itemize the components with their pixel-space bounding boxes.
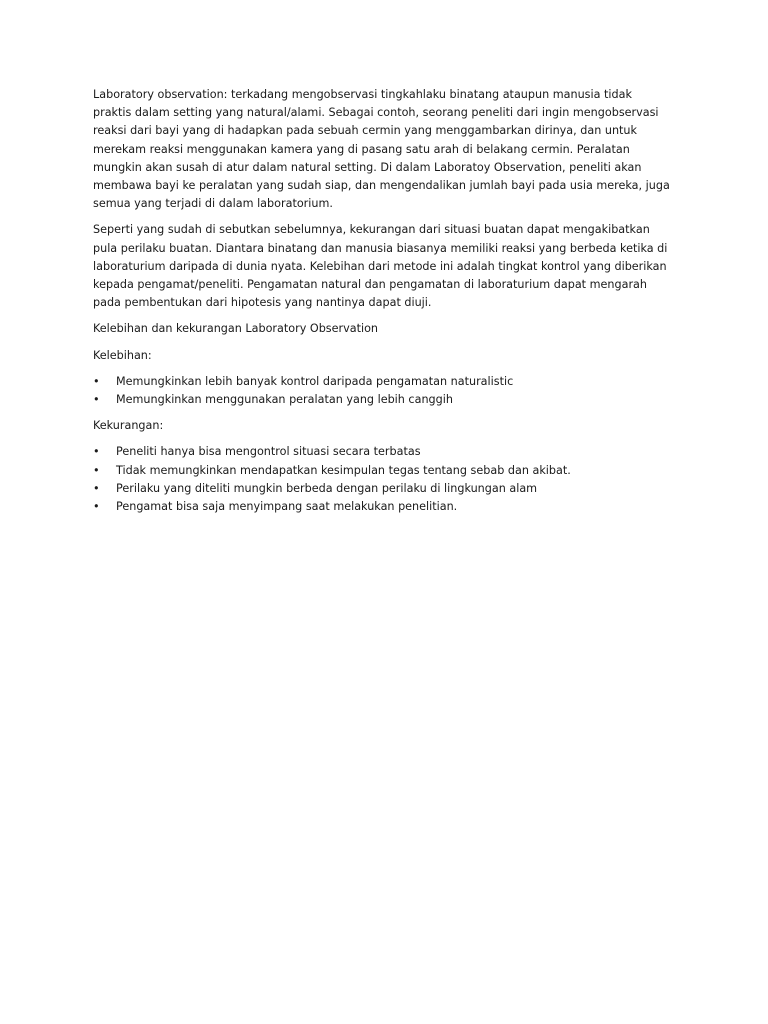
- list-item-text: Peneliti hanya bisa mengontrol situasi secara terbatas: [116, 445, 421, 459]
- paragraph-intro: Laboratory observation: terkadang mengobservasi tingkahlaku binatang ataupun manusia tidak praktis dalam setting yang natural/alami. Sebagai contoh, seorang peneliti dari ingin mengobservasi reaksi dari bayi yang di hadapkan pada sebuah cermin yang menggambarkan dirinya, dan untuk merekam reaksi menggunakan kamera yang di pasang satu arah di belakang cermin. Peralatan mungkin akan susah di atur dalam natural setting. Di dalam Laboratoy Observation, peneliti akan membawa bayi ke peralatan yang sudah siap, dan mengendalikan jumlah bayi pada usia mereka, juga semua yang terjadi di dalam laboratorium.: [93, 88, 670, 211]
- bullet-icon: •: [93, 445, 100, 459]
- list-item: [93, 462, 673, 480]
- list-item: [93, 373, 673, 391]
- paragraph-drawbacks: Seperti yang sudah di sebutkan sebelumnya, kekurangan dari situasi buatan dapat mengakibatkan pula perilaku buatan. Diantara binatang dan manusia biasanya memiliki reaksi yang berbeda ketika di laboraturium daripada di dunia nyata. Kelebihan dari metode ini adalah tingkat kontrol yang diberikan kepada pengamat/peneliti. Pengamatan natural dan pengamatan di laboraturium dapat mengarah pada pembentukan dari hipotesis yang nantinya dapat diuji.: [93, 223, 668, 310]
- list-item-text: Memungkinkan lebih banyak kontrol daripada pengamatan naturalistic: [116, 374, 514, 388]
- disadvantages-heading: Kekurangan:: [93, 419, 164, 433]
- disadvantages-list: [93, 443, 673, 516]
- list-item-text: Memungkinkan menggunakan peralatan yang lebih canggih: [116, 393, 453, 407]
- advantages-heading: Kelebihan:: [93, 348, 152, 362]
- list-item-text: Tidak memungkinkan mendapatkan kesimpulan tegas tentang sebab dan akibat.: [116, 463, 571, 477]
- section-title: Kelebihan dan kekurangan Laboratory Observation: [93, 322, 379, 336]
- list-item-text: Pengamat bisa saja menyimpang saat melakukan penelitian.: [116, 500, 458, 514]
- bullet-icon: •: [93, 481, 100, 495]
- list-item-text: Perilaku yang diteliti mungkin berbeda dengan perilaku di lingkungan alam: [116, 481, 538, 495]
- bullet-icon: •: [93, 500, 100, 514]
- list-item: [93, 480, 673, 498]
- list-item: [93, 443, 673, 461]
- bullet-icon: •: [93, 393, 100, 407]
- document-page: [93, 86, 673, 524]
- list-item: [93, 498, 673, 516]
- bullet-icon: •: [93, 463, 100, 477]
- bullet-icon: •: [93, 374, 100, 388]
- list-item: [93, 391, 673, 409]
- advantages-list: [93, 373, 673, 409]
